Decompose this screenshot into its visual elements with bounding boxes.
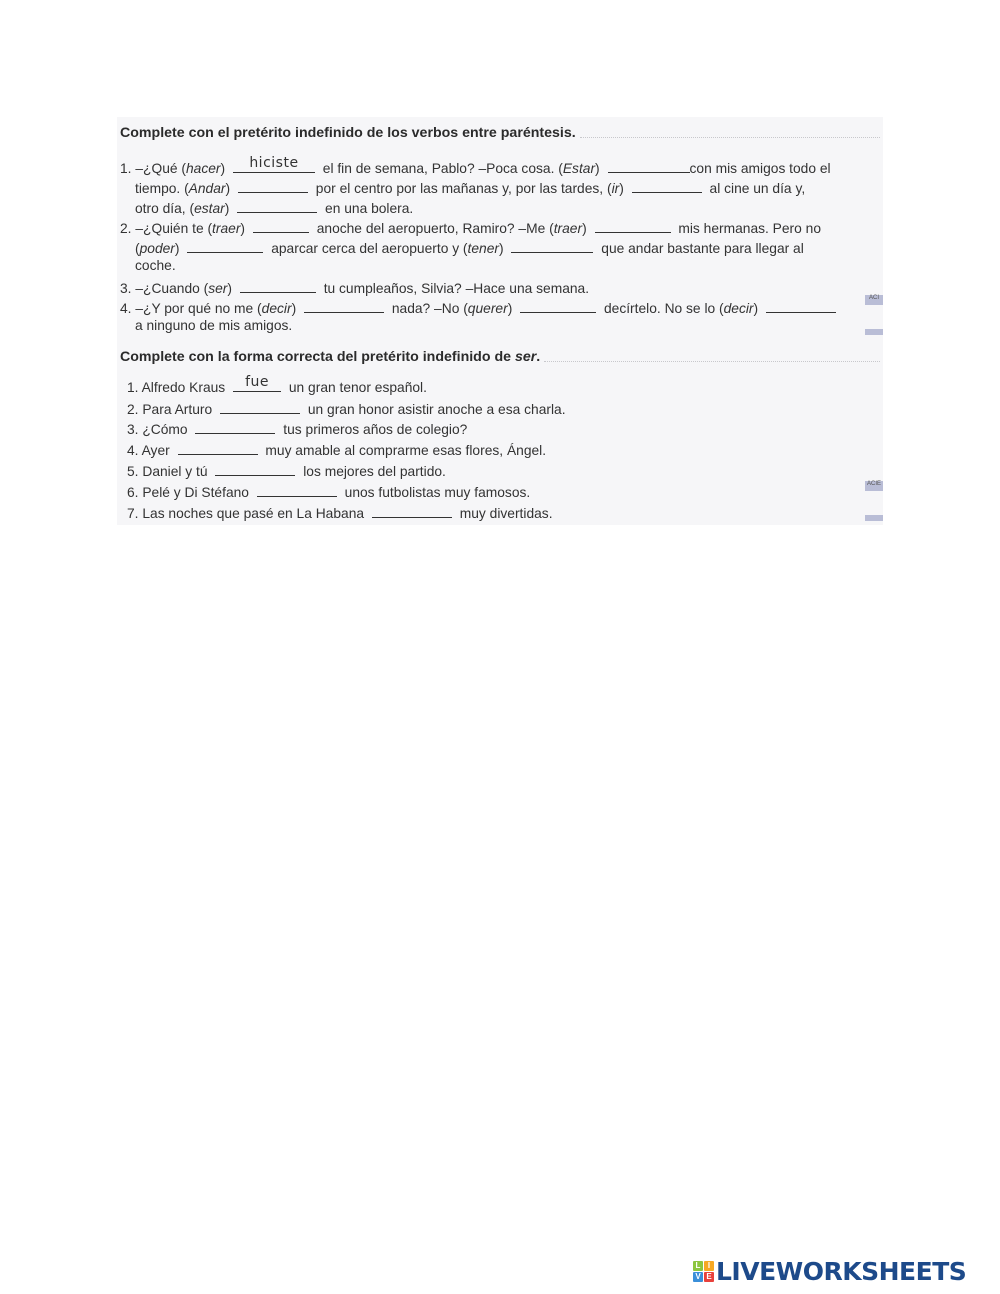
verb: decir <box>261 301 292 316</box>
item-number: 7. <box>127 506 139 521</box>
text: un gran honor asistir anoche a esa charla. <box>307 402 566 417</box>
text: tus primeros años de colegio? <box>283 422 468 437</box>
liveworksheets-logo[interactable] <box>693 1257 966 1286</box>
logo-letter: E <box>704 1272 714 1282</box>
exercise2-instruction <box>120 349 880 365</box>
ex2-item-4 <box>127 440 546 458</box>
verb: querer <box>467 301 508 316</box>
answer-blank-estar-2[interactable] <box>237 198 317 213</box>
text: Las noches que pasé en La Habana <box>142 506 365 521</box>
text: ) <box>174 241 180 256</box>
answer-blank-estar[interactable] <box>608 158 690 173</box>
text: aparcar cerca del aeropuerto y ( <box>271 241 468 256</box>
verb: hacer <box>185 161 221 176</box>
dotted-rule <box>544 360 880 362</box>
side-tab-aci <box>865 295 883 305</box>
text: ) <box>507 301 513 316</box>
text: Para Arturo <box>142 402 213 417</box>
ex2-item-7 <box>127 503 553 521</box>
answer-blank-4[interactable] <box>178 440 258 455</box>
item-number: 1. <box>127 380 139 395</box>
instruction-text: Complete con la forma correcta del pretérito indefinido de <box>120 349 512 365</box>
text: coche. <box>135 258 176 273</box>
text: Daniel y tú <box>142 464 208 479</box>
answer-blank-1[interactable] <box>233 374 281 392</box>
text: ) <box>595 161 600 176</box>
text: otro día, ( <box>135 201 195 216</box>
verb: Andar <box>188 181 226 196</box>
answer-blank-tener[interactable] <box>511 238 593 253</box>
instruction-text: . <box>536 349 541 365</box>
answer-blank-decir-2[interactable] <box>766 298 836 313</box>
text: por el centro por las mañanas y, por las tardes, ( <box>315 181 612 196</box>
item-number: 2. <box>120 221 132 236</box>
ex2-item-5 <box>127 461 446 479</box>
text: Alfredo Kraus <box>141 380 226 395</box>
worksheet-scan <box>117 117 883 525</box>
text: tu cumpleaños, Silvia? –Hace una semana. <box>323 281 590 296</box>
text: en una bolera. <box>325 201 414 216</box>
ex1-line-5 <box>135 238 804 256</box>
ex1-line-8 <box>120 298 840 316</box>
text: –¿Cuando ( <box>135 281 209 296</box>
text: decírtelo. No se lo ( <box>603 301 724 316</box>
item-number: 3. <box>127 422 139 437</box>
exercise1-instruction <box>120 125 880 141</box>
verb: ir <box>611 181 620 196</box>
text: ( <box>135 241 140 256</box>
text: un gran tenor español. <box>288 380 427 395</box>
answer-blank-ir[interactable] <box>632 178 702 193</box>
instruction-verb: ser <box>514 349 537 365</box>
text: –¿Y por qué no me ( <box>135 301 262 316</box>
ex1-line-1 <box>120 155 831 176</box>
answer-blank-ser[interactable] <box>240 278 316 293</box>
text: mis hermanas. Pero no <box>678 221 822 236</box>
text: ) <box>220 161 226 176</box>
answer-blank-traer[interactable] <box>253 218 309 233</box>
text: ) <box>225 181 231 196</box>
text: ) <box>753 301 759 316</box>
ex2-item-3 <box>127 419 467 437</box>
verb: traer <box>553 221 583 236</box>
logo-text: LIVEWORKSHEETS <box>716 1257 967 1286</box>
text: tiempo. ( <box>135 181 189 196</box>
item-number: 5. <box>127 464 139 479</box>
ex1-line-2 <box>135 178 805 196</box>
text: ) <box>240 221 246 236</box>
item-number: 6. <box>127 485 139 500</box>
logo-letter: L <box>693 1261 703 1271</box>
answer-blank-6[interactable] <box>257 482 337 497</box>
item-number: 4. <box>127 443 139 458</box>
text: anoche del aeropuerto, Ramiro? –Me ( <box>316 221 554 236</box>
item-number: 4. <box>120 301 132 316</box>
instruction-text: Complete con el pretérito indefinido de los verbos entre paréntesis. <box>120 125 576 141</box>
verb: traer <box>212 221 241 236</box>
item-number: 2. <box>127 402 139 417</box>
text: ) <box>582 221 587 236</box>
ex2-item-6 <box>127 482 530 500</box>
text: los mejores del partido. <box>303 464 446 479</box>
logo-mark-icon <box>693 1261 714 1282</box>
answer-blank-2[interactable] <box>220 399 300 414</box>
text: ) <box>224 201 230 216</box>
logo-letter: I <box>704 1261 714 1271</box>
dotted-rule <box>580 136 880 138</box>
text: –¿Qué ( <box>135 161 186 176</box>
text: ¿Cómo <box>142 422 188 437</box>
verb: Estar <box>562 161 596 176</box>
answer-text: hiciste <box>249 155 299 171</box>
verb: poder <box>139 241 175 256</box>
side-tab-acie <box>865 481 883 491</box>
verb: decir <box>723 301 754 316</box>
text: Ayer <box>141 443 170 458</box>
text: nada? –No ( <box>391 301 468 316</box>
tab-text: ACI <box>868 295 879 301</box>
text: a ninguno de mis amigos. <box>135 318 293 333</box>
answer-blank-decir[interactable] <box>304 298 384 313</box>
verb: ser <box>208 281 228 296</box>
text: muy amable al comprarme esas flores, Ángel. <box>265 443 547 458</box>
text: el fin de semana, Pablo? –Poca cosa. ( <box>322 161 563 176</box>
answer-blank-querer[interactable] <box>520 298 596 313</box>
text: muy divertidas. <box>459 506 553 521</box>
logo-letter: V <box>693 1272 703 1282</box>
answer-blank-7[interactable] <box>372 503 452 518</box>
text: que andar bastante para llegar al <box>601 241 804 256</box>
answer-blank-poder[interactable] <box>187 238 263 253</box>
text: ) <box>227 281 232 296</box>
ex1-line-3 <box>135 198 413 216</box>
tab-text: ACIE <box>866 481 881 487</box>
text: ) <box>498 241 504 256</box>
side-tab-bar <box>865 515 883 521</box>
verb: tener <box>467 241 499 256</box>
answer-blank-3[interactable] <box>195 419 275 434</box>
answer-blank-5[interactable] <box>215 461 295 476</box>
ex2-item-2 <box>127 399 566 417</box>
text: unos futbolistas muy famosos. <box>344 485 531 500</box>
item-number: 1. <box>120 161 132 176</box>
ex1-line-9 <box>135 318 292 333</box>
ex1-line-4 <box>120 218 821 236</box>
text: ) <box>291 301 297 316</box>
answer-blank-andar[interactable] <box>238 178 308 193</box>
ex1-line-6 <box>135 258 176 273</box>
answer-text: fue <box>245 374 269 390</box>
ex2-item-1 <box>127 374 427 395</box>
text: –¿Quién te ( <box>135 221 213 236</box>
text: Pelé y Di Stéfano <box>142 485 249 500</box>
answer-blank-hacer[interactable] <box>233 155 315 173</box>
answer-blank-traer-2[interactable] <box>595 218 671 233</box>
text: con mis amigos todo el <box>689 161 831 176</box>
verb: estar <box>194 201 225 216</box>
text: al cine un día y, <box>709 181 806 196</box>
side-tab-bar <box>865 329 883 335</box>
item-number: 3. <box>120 281 132 296</box>
ex1-line-7 <box>120 278 589 296</box>
text: ) <box>619 181 624 196</box>
